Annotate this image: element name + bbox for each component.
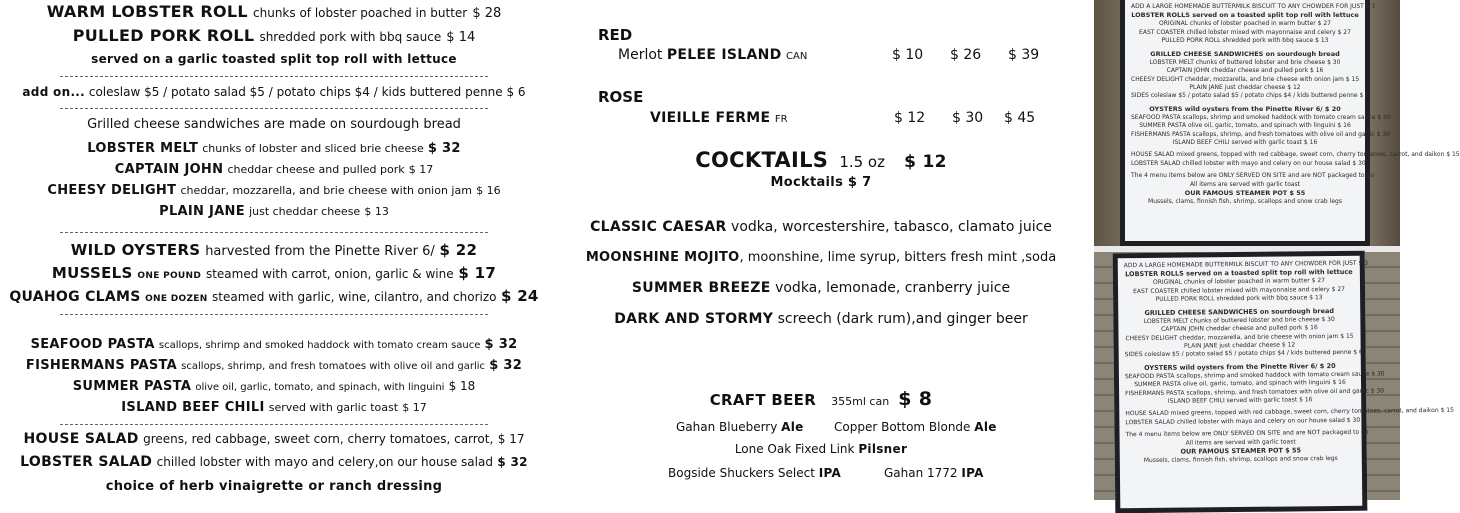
beer-brand: Copper Bottom Blonde <box>834 420 971 434</box>
cocktail-desc: vodka, worcestershire, tabasco, clamato juice <box>731 219 1052 235</box>
photo-menu-line: Mussels, clams, finnish fish, shrimp, scallops and snow crab legs <box>1143 454 1338 465</box>
wine-red-price-half: $ 26 <box>950 47 982 63</box>
menu-board-photo <box>1120 0 1460 246</box>
item-price: $ 17 <box>458 264 497 282</box>
photo-menu-line: The 4 menu items below are ONLY SERVED ON SITE and are NOT packaged to go <box>1131 172 1374 180</box>
item-name: CAPTAIN JOHN <box>114 162 224 177</box>
item-desc: chunks of lobster poached in butter <box>253 6 468 20</box>
menu-item-captain-john <box>0 163 548 176</box>
item-price: $ 13 <box>364 205 389 218</box>
photo-menu-line: ISLAND BEEF CHILI served with garlic toast $ 16 <box>1167 396 1313 405</box>
menu-item-mussels <box>0 266 548 281</box>
item-name: LOBSTER MELT <box>87 141 199 156</box>
item-price: $ 28 <box>472 6 502 21</box>
wine-red-price-glass: $ 10 <box>892 47 924 63</box>
add-on-label: add on... <box>22 85 86 99</box>
add-on-text: coleslaw $5 / potato salad $5 / potato chips $4 / kids buttered penne $ 6 <box>88 85 526 99</box>
item-price: $ 24 <box>500 287 539 305</box>
photo-menu-line: GRILLED CHEESE SANDWICHES on sourdough bread <box>1150 49 1340 58</box>
item-desc: steamed with carrot, onion, garlic & wine <box>205 267 454 281</box>
beer-bogside-shuckers <box>668 466 841 480</box>
craft-beer-price: $ 8 <box>898 388 933 410</box>
wine-rose-price-half: $ 30 <box>952 110 984 126</box>
item-desc: chunks of lobster and sliced brie cheese <box>202 142 424 155</box>
photo-menu-line: ADD A LARGE HOMEMADE BUTTERMILK BISCUIT TO ANY CHOWDER FOR JUST $ 3 <box>1123 259 1369 270</box>
cocktail-name: MOONSHINE MOJITO <box>585 250 740 265</box>
menu-item-plain-jane <box>0 205 548 218</box>
cocktail-name: CLASSIC CAESAR <box>590 219 727 235</box>
beer-style: Ale <box>781 420 804 434</box>
item-price: $ 18 <box>448 379 476 393</box>
craft-beer-size: 355ml can <box>831 395 890 408</box>
item-name: PLAIN JANE <box>159 204 245 219</box>
menu-item-lobster-melt <box>0 142 548 155</box>
cocktail-name: SUMMER BREEZE <box>631 280 771 296</box>
menu-item-warm-lobster-roll <box>0 4 548 20</box>
photo-menu-line: LOBSTER ROLLS served on a toasted split top roll with lettuce <box>1131 11 1359 20</box>
wine-rose-price-bottle: $ 45 <box>1004 110 1036 126</box>
photo-menu-line: GRILLED CHEESE SANDWICHES on sourdough bread <box>1144 306 1335 317</box>
divider <box>60 232 488 233</box>
photo-menu-line: FISHERMANS PASTA scallops, shrimp, and fresh tomatoes with olive oil and garlic $ 30 <box>1125 387 1385 397</box>
photo-menu-line: CAPTAIN JOHN cheddar cheese and pulled pork $ 16 <box>1161 324 1318 333</box>
menu-item-house-salad <box>0 432 548 446</box>
item-price: $ 32 <box>427 141 461 156</box>
item-qty: ONE POUND <box>137 271 202 281</box>
cocktails-header <box>548 150 1094 171</box>
photo-menu-line: LOBSTER MELT chunks of buttered lobster and brie cheese $ 30 <box>1143 315 1335 325</box>
wine-rose-price-glass: $ 12 <box>894 110 926 126</box>
divider <box>60 108 488 109</box>
photo-menu-line: OYSTERS wild oysters from the Pinette River 6/ $ 20 <box>1149 104 1341 113</box>
photo-menu-line: SUMMER PASTA olive oil, garlic, tomato, and spinach with linguini $ 16 <box>1134 379 1346 389</box>
menu-item-cheesy-delight <box>0 184 548 197</box>
mocktails-note: Mocktails $ 7 <box>770 175 872 190</box>
item-qty: ONE DOZEN <box>145 294 208 304</box>
beer-style: IPA <box>961 466 984 480</box>
beer-lone-oak <box>548 443 1094 455</box>
cocktail-classic-caesar <box>548 220 1094 234</box>
photo-menu-line: LOBSTER MELT chunks of buttered lobster and brie cheese $ 30 <box>1149 58 1341 66</box>
photo-menu-line: SIDES coleslaw $5 / potato salad $5 / potato chips $4 / kids buttered penne $ 6 <box>1124 349 1363 359</box>
cocktail-desc: , moonshine, lime syrup, bitters fresh mint ,soda <box>739 250 1057 265</box>
photo-menu-line: EAST COASTER chilled lobster mixed with mayonnaise and celery $ 27 <box>1133 285 1346 295</box>
beer-copper-bottom <box>834 420 997 434</box>
beer-gahan-1772 <box>884 466 984 480</box>
item-name: WARM LOBSTER ROLL <box>46 2 248 21</box>
wine-varietal: Merlot <box>618 47 663 63</box>
item-desc: served with garlic toast <box>268 401 399 414</box>
photo-menu-line: Mussels, clams, finnish fish, shrimp, scallops and snow crab legs <box>1148 198 1342 206</box>
item-desc: cheddar, mozzarella, and brie cheese with onion jam <box>180 184 472 197</box>
item-name: MUSSELS <box>51 264 133 282</box>
photo-menu-line: OUR FAMOUS STEAMER POT $ 55 <box>1180 446 1302 456</box>
item-price: $ 22 <box>439 241 478 259</box>
wine-label: VIEILLE FERME <box>650 110 771 126</box>
item-desc: steamed with garlic, wine, cilantro, and chorizo <box>212 290 497 304</box>
cocktails-size: 1.5 oz <box>839 153 885 171</box>
photo-menu-line: HOUSE SALAD mixed greens, topped with red cabbage, sweet corn, cherry tomatoes, carrot, and daikon $ 15 <box>1131 151 1460 159</box>
item-name: HOUSE SALAD <box>23 431 139 447</box>
rolls-note: served on a garlic toasted split top roll with lettuce <box>91 52 457 66</box>
item-name: FISHERMANS PASTA <box>25 358 178 373</box>
item-price: $ 14 <box>446 30 476 45</box>
item-name: LOBSTER SALAD <box>20 454 153 470</box>
item-name: SUMMER PASTA <box>72 379 192 394</box>
menu-board-photo <box>1113 251 1454 513</box>
photo-menu-line: PLAIN JANE just cheddar cheese $ 12 <box>1189 83 1301 91</box>
food-menu-panel <box>0 0 548 500</box>
item-desc: chilled lobster with mayo and celery,on our house salad <box>156 455 493 469</box>
item-desc: just cheddar cheese <box>249 205 361 218</box>
photo-menu-line: PULLED PORK ROLL shredded pork with bbq sauce $ 13 <box>1155 294 1323 304</box>
photo-menu-line: CAPTAIN JOHN cheddar cheese and pulled pork $ 16 <box>1166 67 1324 75</box>
menu-photos <box>1094 0 1460 500</box>
beer-brand: Gahan Blueberry <box>676 420 778 434</box>
item-desc: olive oil, garlic, tomato, and spinach, with linguini <box>195 382 445 393</box>
item-name: SEAFOOD PASTA <box>30 337 155 352</box>
wine-heading-rose: ROSE <box>598 88 644 106</box>
photo-menu-line: PULLED PORK ROLL shredded pork with bbq sauce $ 13 <box>1161 37 1329 45</box>
photo-menu-line: The 4 menu items below are ONLY SERVED ON SITE and are NOT packaged to go <box>1125 428 1369 439</box>
grilled-cheese-note: Grilled cheese sandwiches are made on sourdough bread <box>87 117 461 132</box>
beer-brand: Gahan 1772 <box>884 466 958 480</box>
cocktail-desc: screech (dark rum),and ginger beer <box>777 311 1028 327</box>
item-desc: scallops, shrimp and smoked haddock with tomato cream sauce <box>158 340 481 351</box>
wine-origin: FR <box>774 114 788 125</box>
beer-gahan-blueberry <box>676 420 804 434</box>
photo-menu-line: OYSTERS wild oysters from the Pinette River 6/ $ 20 <box>1144 361 1336 372</box>
photo-menu-line: ISLAND BEEF CHILI served with garlic toast $ 16 <box>1172 138 1318 146</box>
photo-menu-line: CHEESY DELIGHT cheddar, mozzarella, and brie cheese with onion jam $ 15 <box>1131 75 1360 83</box>
item-name: PULLED PORK ROLL <box>72 26 255 45</box>
photo-menu-line: PLAIN JANE just cheddar cheese $ 12 <box>1183 341 1296 350</box>
item-price: $ 32 <box>497 455 528 469</box>
item-desc: shredded pork with bbq sauce <box>259 30 442 44</box>
menu-item-fishermans-pasta <box>0 359 548 372</box>
cocktail-summer-breeze <box>548 281 1094 295</box>
menu-item-quahog-clams <box>0 289 548 304</box>
cocktails-price: $ 12 <box>904 152 947 172</box>
photo-menu-line: All items are served with garlic toast <box>1185 437 1296 447</box>
divider <box>60 314 488 315</box>
wine-red-name <box>618 47 807 63</box>
craft-beer-header <box>548 390 1094 409</box>
wine-label: PELEE ISLAND <box>666 47 782 63</box>
photo-menu-line: ADD A LARGE HOMEMADE BUTTERMILK BISCUIT TO ANY CHOWDER FOR JUST $ 3 <box>1131 3 1376 10</box>
beer-style: Ale <box>974 420 997 434</box>
beer-brand: Bogside Shuckers Select <box>668 466 815 480</box>
item-desc: cheddar cheese and pulled pork <box>227 163 405 176</box>
photo-menu-line: OUR FAMOUS STEAMER POT $ 55 <box>1184 188 1306 197</box>
item-desc: scallops, shrimp, and fresh tomatoes with olive oil and garlic <box>181 361 486 372</box>
photo-menu-line: CHEESY DELIGHT cheddar, mozzarella, and brie cheese with onion jam $ 15 <box>1125 332 1354 342</box>
item-price: $ 17 <box>402 401 427 414</box>
photo-menu-line: LOBSTER SALAD chilled lobster with mayo and celery on our house salad $ 30 <box>1131 159 1366 167</box>
photo-menu-line: LOBSTER SALAD chilled lobster with mayo and celery on our house salad $ 30 <box>1125 416 1361 426</box>
menu-item-pulled-pork-roll <box>0 28 548 44</box>
item-name: WILD OYSTERS <box>70 241 201 259</box>
photo-menu-line: ORIGINAL chunks of lobster poached in warm butter $ 27 <box>1159 20 1331 28</box>
menu-item-island-beef-chili <box>0 401 548 414</box>
photo-menu-line: LOBSTER ROLLS served on a toasted split top roll with lettuce <box>1125 268 1353 279</box>
menu-item-seafood-pasta <box>0 338 548 351</box>
add-on-line <box>0 86 548 98</box>
photo-menu-line: HOUSE SALAD mixed greens, topped with red cabbage, sweet corn, cherry tomatoes, carrot, and daikon $ 15 <box>1125 407 1454 418</box>
photo-menu-line: SIDES coleslaw $5 / potato salad $5 / potato chips $4 / kids buttered penne $ 6 <box>1131 92 1370 100</box>
dressing-note: choice of herb vinaigrette or ranch dressing <box>105 479 443 494</box>
cocktail-name: DARK AND STORMY <box>614 311 774 327</box>
craft-beer-title: CRAFT BEER <box>709 391 817 409</box>
photo-menu-line: EAST COASTER chilled lobster mixed with mayonnaise and celery $ 27 <box>1139 28 1351 36</box>
photo-menu-line: SUMMER PASTA olive oil, garlic, tomato, and spinach with linguini $ 16 <box>1139 122 1351 130</box>
item-name: QUAHOG CLAMS <box>9 289 141 305</box>
cocktails-title: COCKTAILS <box>695 148 829 172</box>
menu-item-summer-pasta <box>0 380 548 393</box>
menu-photo-bottom <box>1094 252 1454 500</box>
item-price: $ 16 <box>476 184 501 197</box>
menu-photo-top <box>1094 0 1460 246</box>
photo-menu-line: All items are served with garlic toast <box>1189 180 1301 188</box>
divider <box>60 76 488 77</box>
beer-style: Pilsner <box>858 442 908 456</box>
photo-menu-line: SEAFOOD PASTA scallops, shrimp and smoked haddock with tomato cream sauce $ 30 <box>1131 113 1391 121</box>
drinks-menu-panel <box>548 0 1094 500</box>
menu-item-lobster-salad <box>0 455 548 469</box>
cocktail-desc: vodka, lemonade, cranberry juice <box>775 280 1011 296</box>
photo-menu-line: ORIGINAL chunks of lobster poached in warm butter $ 27 <box>1152 277 1325 287</box>
cocktail-moonshine-mojito <box>548 251 1094 264</box>
item-name: ISLAND BEEF CHILI <box>121 400 265 415</box>
item-price: $ 17 <box>497 432 525 446</box>
beer-brand: Lone Oak Fixed Link <box>734 442 855 456</box>
item-name: CHEESY DELIGHT <box>47 183 177 198</box>
divider <box>60 424 488 425</box>
wine-red-price-bottle: $ 39 <box>1008 47 1040 63</box>
item-price: $ 32 <box>489 358 523 373</box>
cocktail-dark-and-stormy <box>548 312 1094 326</box>
item-price: $ 32 <box>484 337 518 352</box>
wine-rose-name <box>650 110 788 126</box>
wine-heading-red: RED <box>598 26 633 44</box>
item-desc: harvested from the Pinette River 6/ <box>205 244 435 259</box>
photo-menu-line: FISHERMANS PASTA scallops, shrimp, and fresh tomatoes with olive oil and garlic $ 30 <box>1131 130 1390 138</box>
menu-item-wild-oysters <box>0 243 548 258</box>
photo-menu-line: SEAFOOD PASTA scallops, shrimp and smoked haddock with tomato cream sauce $ 30 <box>1124 370 1385 381</box>
beer-style: IPA <box>818 466 842 480</box>
wine-origin: CAN <box>786 51 808 62</box>
item-price: $ 17 <box>408 163 434 176</box>
item-desc: greens, red cabbage, sweet corn, cherry tomatoes, carrot, <box>143 432 494 446</box>
